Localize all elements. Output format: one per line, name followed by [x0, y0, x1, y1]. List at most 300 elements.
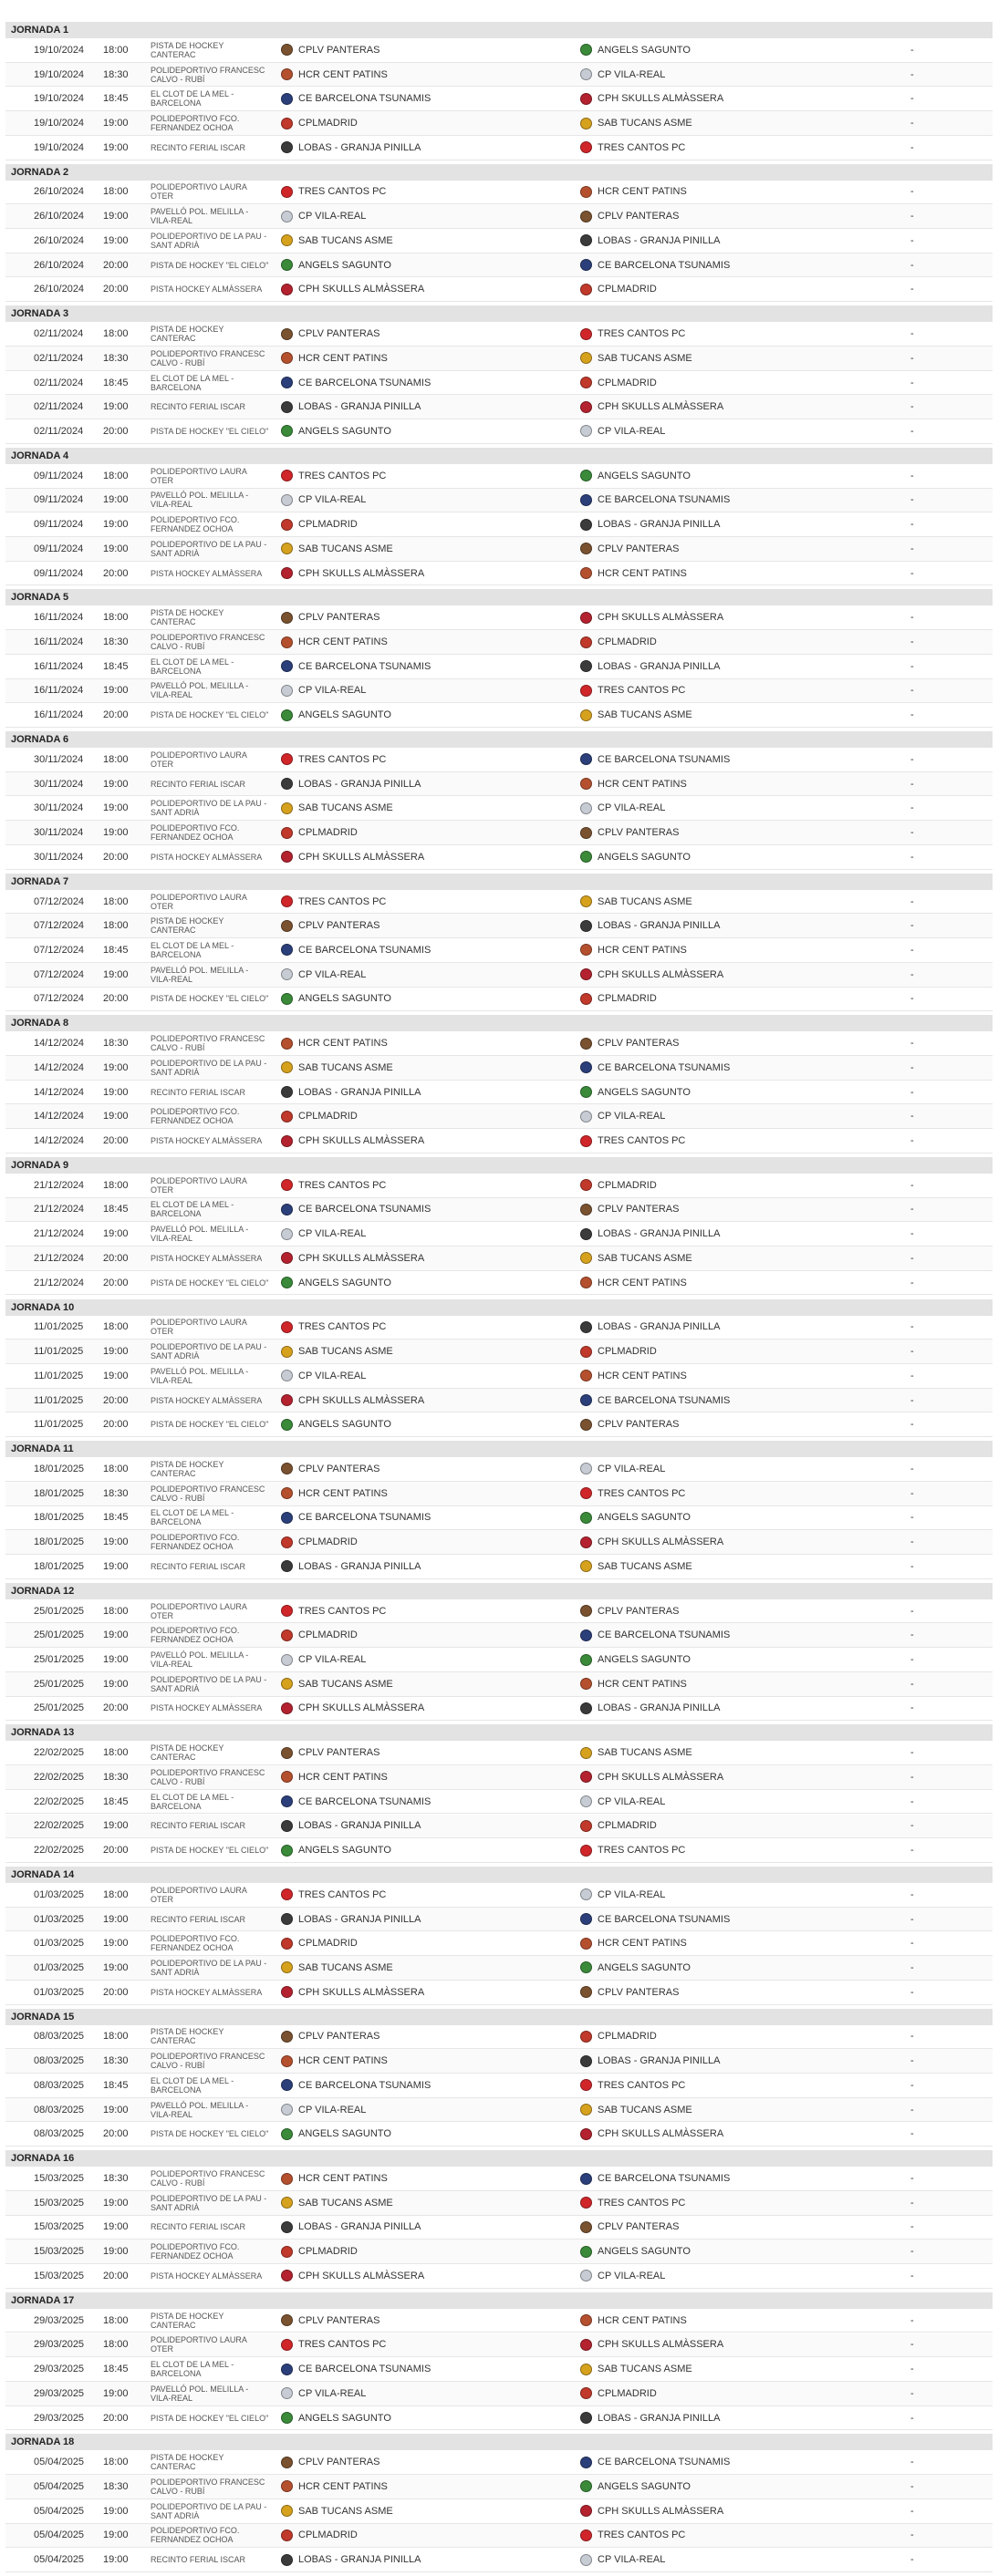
away-team[interactable]: [580, 2216, 679, 2240]
match-row[interactable]: [5, 2524, 993, 2549]
match-row[interactable]: [5, 2475, 993, 2499]
home-team[interactable]: [281, 562, 424, 585]
home-team[interactable]: [281, 1129, 424, 1153]
match-venue[interactable]: PAVELLÓ POL. MELILLA - VILA-REAL: [151, 2100, 249, 2119]
match-row[interactable]: [5, 655, 993, 679]
home-team[interactable]: [281, 890, 386, 914]
away-team[interactable]: [580, 748, 730, 771]
home-team[interactable]: [281, 821, 358, 844]
match-venue[interactable]: POLIDEPORTIVO DE LA PAU - SANT ADRIÀ: [151, 2193, 267, 2212]
home-team[interactable]: [281, 2548, 421, 2571]
away-team[interactable]: [580, 679, 685, 703]
away-team[interactable]: [580, 2025, 657, 2049]
match-row[interactable]: [5, 1031, 993, 1056]
home-team[interactable]: [281, 489, 366, 512]
match-venue[interactable]: RECINTO FERIAL ISCAR: [151, 779, 246, 789]
away-team[interactable]: [580, 1081, 691, 1104]
match-row[interactable]: [5, 2406, 993, 2431]
away-team[interactable]: [580, 1981, 679, 2004]
match-row[interactable]: [5, 1198, 993, 1223]
away-team[interactable]: [580, 419, 665, 443]
away-team[interactable]: [580, 1364, 687, 1388]
match-row[interactable]: [5, 371, 993, 396]
match-row[interactable]: [5, 63, 993, 88]
match-row[interactable]: [5, 963, 993, 988]
home-team[interactable]: [281, 1956, 393, 1980]
match-venue[interactable]: RECINTO FERIAL ISCAR: [151, 1561, 246, 1571]
away-team[interactable]: [580, 1340, 657, 1363]
match-row[interactable]: [5, 1056, 993, 1081]
home-team[interactable]: [281, 1271, 391, 1295]
match-venue[interactable]: PISTA HOCKEY ALMÀSSERA: [151, 568, 263, 578]
home-team[interactable]: [281, 136, 421, 160]
home-team[interactable]: [281, 2049, 388, 2073]
match-venue[interactable]: POLIDEPORTIVO FRANCESC CALVO - RUBÍ: [151, 348, 265, 367]
match-row[interactable]: [5, 253, 993, 278]
match-row[interactable]: [5, 111, 993, 136]
match-venue[interactable]: PISTA DE HOCKEY "EL CIELO": [151, 710, 269, 720]
match-venue[interactable]: POLIDEPORTIVO FCO. FERNANDEZ OCHOA: [151, 2526, 240, 2545]
match-venue[interactable]: POLIDEPORTIVO LAURA OTER: [151, 466, 247, 485]
home-team[interactable]: [281, 1056, 393, 1080]
match-row[interactable]: [5, 1316, 993, 1340]
match-venue[interactable]: EL CLOT DE LA MEL - BARCELONA: [151, 373, 234, 392]
away-team[interactable]: [580, 1271, 687, 1295]
match-row[interactable]: [5, 2098, 993, 2123]
match-row[interactable]: [5, 322, 993, 347]
match-row[interactable]: [5, 1340, 993, 1364]
away-team[interactable]: [580, 821, 679, 844]
match-venue[interactable]: RECINTO FERIAL ISCAR: [151, 402, 246, 412]
match-row[interactable]: [5, 2216, 993, 2240]
match-row[interactable]: [5, 1956, 993, 1981]
match-venue[interactable]: POLIDEPORTIVO DE LA PAU - SANT ADRIÀ: [151, 1958, 267, 1977]
away-team[interactable]: [580, 772, 687, 796]
away-team[interactable]: [580, 1765, 723, 1789]
match-venue[interactable]: POLIDEPORTIVO LAURA OTER: [151, 892, 247, 911]
away-team[interactable]: [580, 1174, 657, 1197]
away-team[interactable]: [580, 537, 679, 561]
away-team[interactable]: [580, 2499, 723, 2523]
match-venue[interactable]: POLIDEPORTIVO FCO. FERNANDEZ OCHOA: [151, 1533, 240, 1552]
home-team[interactable]: [281, 963, 366, 987]
match-venue[interactable]: PISTA DE HOCKEY CANTERAC: [151, 2027, 224, 2046]
match-venue[interactable]: PISTA DE HOCKEY "EL CIELO": [151, 1420, 269, 1430]
match-row[interactable]: [5, 395, 993, 419]
home-team[interactable]: [281, 1412, 391, 1436]
home-team[interactable]: [281, 2309, 379, 2333]
home-team[interactable]: [281, 87, 431, 110]
match-venue[interactable]: POLIDEPORTIVO LAURA OTER: [151, 2335, 247, 2354]
match-venue[interactable]: PISTA HOCKEY ALMÀSSERA: [151, 1987, 263, 1997]
home-team[interactable]: [281, 347, 388, 370]
away-team[interactable]: [580, 703, 692, 727]
match-venue[interactable]: PAVELLÓ POL. MELILLA - VILA-REAL: [151, 1650, 249, 1670]
home-team[interactable]: [281, 2098, 366, 2122]
match-venue[interactable]: POLIDEPORTIVO FRANCESC CALVO - RUBÍ: [151, 2477, 265, 2496]
away-team[interactable]: [580, 1956, 691, 1980]
match-row[interactable]: [5, 2049, 993, 2074]
away-team[interactable]: [580, 938, 687, 962]
away-team[interactable]: [580, 2450, 730, 2474]
home-team[interactable]: [281, 1081, 421, 1104]
away-team[interactable]: [580, 204, 679, 228]
away-team[interactable]: [580, 988, 657, 1011]
match-venue[interactable]: POLIDEPORTIVO DE LA PAU - SANT ADRIÀ: [151, 2501, 267, 2520]
match-venue[interactable]: PISTA HOCKEY ALMÀSSERA: [151, 1253, 263, 1263]
match-venue[interactable]: RECINTO FERIAL ISCAR: [151, 1821, 246, 1831]
home-team[interactable]: [281, 2216, 421, 2240]
match-venue[interactable]: PISTA DE HOCKEY CANTERAC: [151, 916, 224, 936]
match-venue[interactable]: POLIDEPORTIVO FRANCESC CALVO - RUBÍ: [151, 2052, 265, 2071]
home-team[interactable]: [281, 2382, 366, 2405]
match-venue[interactable]: PISTA HOCKEY ALMÀSSERA: [151, 1395, 263, 1405]
home-team[interactable]: [281, 2357, 431, 2381]
match-venue[interactable]: POLIDEPORTIVO FCO. FERNANDEZ OCHOA: [151, 1934, 240, 1953]
away-team[interactable]: [580, 111, 692, 135]
match-row[interactable]: [5, 630, 993, 655]
match-row[interactable]: [5, 136, 993, 160]
away-team[interactable]: [580, 1056, 730, 1080]
away-team[interactable]: [580, 797, 665, 821]
home-team[interactable]: [281, 1697, 424, 1721]
home-team[interactable]: [281, 63, 388, 87]
match-venue[interactable]: EL CLOT DE LA MEL - BARCELONA: [151, 940, 234, 959]
match-row[interactable]: [5, 1364, 993, 1389]
match-row[interactable]: [5, 1104, 993, 1129]
match-venue[interactable]: PAVELLÓ POL. MELILLA - VILA-REAL: [151, 681, 249, 700]
home-team[interactable]: [281, 2240, 358, 2263]
match-row[interactable]: [5, 772, 993, 797]
home-team[interactable]: [281, 1482, 388, 1505]
home-team[interactable]: [281, 2333, 386, 2357]
away-team[interactable]: [580, 2074, 685, 2097]
home-team[interactable]: [281, 371, 431, 395]
home-team[interactable]: [281, 1457, 379, 1481]
home-team[interactable]: [281, 679, 366, 703]
away-team[interactable]: [580, 1599, 679, 1623]
home-team[interactable]: [281, 1838, 391, 1862]
home-team[interactable]: [281, 537, 393, 561]
match-venue[interactable]: PISTA DE HOCKEY CANTERAC: [151, 2453, 224, 2472]
match-row[interactable]: [5, 2264, 993, 2289]
match-row[interactable]: [5, 890, 993, 915]
match-row[interactable]: [5, 1599, 993, 1624]
match-row[interactable]: [5, 347, 993, 371]
match-row[interactable]: [5, 605, 993, 630]
match-row[interactable]: [5, 2333, 993, 2358]
home-team[interactable]: [281, 703, 391, 727]
match-venue[interactable]: POLIDEPORTIVO FRANCESC CALVO - RUBÍ: [151, 1767, 265, 1786]
match-venue[interactable]: PISTA DE HOCKEY CANTERAC: [151, 1459, 224, 1478]
home-team[interactable]: [281, 1648, 366, 1671]
match-row[interactable]: [5, 1174, 993, 1198]
match-venue[interactable]: POLIDEPORTIVO FRANCESC CALVO - RUBÍ: [151, 2169, 265, 2188]
away-team[interactable]: [580, 464, 691, 488]
match-row[interactable]: [5, 1389, 993, 1413]
match-venue[interactable]: POLIDEPORTIVO FRANCESC CALVO - RUBÍ: [151, 1484, 265, 1503]
home-team[interactable]: [281, 38, 379, 62]
home-team[interactable]: [281, 845, 424, 869]
away-team[interactable]: [580, 1222, 721, 1246]
home-team[interactable]: [281, 1031, 388, 1055]
away-team[interactable]: [580, 253, 730, 277]
match-row[interactable]: [5, 845, 993, 870]
home-team[interactable]: [281, 2499, 393, 2523]
match-venue[interactable]: POLIDEPORTIVO LAURA OTER: [151, 1318, 247, 1337]
away-team[interactable]: [580, 2382, 657, 2405]
away-team[interactable]: [580, 2191, 685, 2215]
match-row[interactable]: [5, 679, 993, 704]
away-team[interactable]: [580, 1883, 665, 1907]
match-row[interactable]: [5, 1506, 993, 1531]
match-venue[interactable]: POLIDEPORTIVO FCO. FERNANDEZ OCHOA: [151, 2242, 240, 2261]
match-row[interactable]: [5, 1883, 993, 1908]
home-team[interactable]: [281, 1765, 388, 1789]
away-team[interactable]: [580, 1623, 730, 1647]
match-venue[interactable]: EL CLOT DE LA MEL - BARCELONA: [151, 1792, 234, 1811]
match-row[interactable]: [5, 537, 993, 562]
away-team[interactable]: [580, 395, 723, 419]
away-team[interactable]: [580, 371, 657, 395]
home-team[interactable]: [281, 630, 388, 654]
match-row[interactable]: [5, 1457, 993, 1482]
home-team[interactable]: [281, 2475, 388, 2498]
home-team[interactable]: [281, 419, 391, 443]
match-row[interactable]: [5, 1697, 993, 1722]
away-team[interactable]: [580, 322, 685, 346]
match-venue[interactable]: POLIDEPORTIVO LAURA OTER: [151, 182, 247, 202]
home-team[interactable]: [281, 464, 386, 488]
away-team[interactable]: [580, 278, 657, 302]
match-row[interactable]: [5, 512, 993, 537]
match-row[interactable]: [5, 464, 993, 489]
home-team[interactable]: [281, 2264, 424, 2288]
home-team[interactable]: [281, 938, 431, 962]
home-team[interactable]: [281, 2406, 391, 2430]
away-team[interactable]: [580, 1198, 679, 1222]
match-row[interactable]: [5, 1672, 993, 1697]
match-row[interactable]: [5, 1530, 993, 1555]
away-team[interactable]: [580, 2240, 691, 2263]
away-team[interactable]: [580, 1482, 685, 1505]
match-row[interactable]: [5, 1623, 993, 1648]
match-row[interactable]: [5, 2167, 993, 2191]
away-team[interactable]: [580, 1672, 687, 1696]
match-venue[interactable]: POLIDEPORTIVO FCO. FERNANDEZ OCHOA: [151, 1626, 240, 1645]
away-team[interactable]: [580, 489, 730, 512]
home-team[interactable]: [281, 2191, 393, 2215]
home-team[interactable]: [281, 1908, 421, 1931]
away-team[interactable]: [580, 1555, 692, 1578]
away-team[interactable]: [580, 2049, 721, 2073]
match-row[interactable]: [5, 1648, 993, 1672]
home-team[interactable]: [281, 278, 424, 302]
match-row[interactable]: [5, 821, 993, 845]
home-team[interactable]: [281, 395, 421, 419]
home-team[interactable]: [281, 1247, 424, 1270]
match-row[interactable]: [5, 1815, 993, 1839]
away-team[interactable]: [580, 1697, 721, 1721]
away-team[interactable]: [580, 229, 721, 253]
away-team[interactable]: [580, 2475, 691, 2498]
match-row[interactable]: [5, 914, 993, 938]
match-row[interactable]: [5, 1765, 993, 1790]
away-team[interactable]: [580, 890, 692, 914]
match-row[interactable]: [5, 1081, 993, 1105]
away-team[interactable]: [580, 181, 687, 204]
match-venue[interactable]: PISTA HOCKEY ALMÀSSERA: [151, 852, 263, 862]
match-row[interactable]: [5, 229, 993, 253]
match-row[interactable]: [5, 1741, 993, 1765]
home-team[interactable]: [281, 655, 431, 678]
match-venue[interactable]: PISTA HOCKEY ALMÀSSERA: [151, 1703, 263, 1713]
home-team[interactable]: [281, 1316, 386, 1340]
home-team[interactable]: [281, 1198, 431, 1222]
home-team[interactable]: [281, 1104, 358, 1128]
home-team[interactable]: [281, 988, 391, 1011]
away-team[interactable]: [580, 605, 723, 629]
match-venue[interactable]: POLIDEPORTIVO FCO. FERNANDEZ OCHOA: [151, 114, 240, 133]
match-venue[interactable]: EL CLOT DE LA MEL - BARCELONA: [151, 2360, 234, 2379]
match-row[interactable]: [5, 87, 993, 111]
match-row[interactable]: [5, 489, 993, 513]
match-row[interactable]: [5, 2191, 993, 2216]
match-venue[interactable]: PISTA HOCKEY ALMÀSSERA: [151, 284, 263, 295]
match-venue[interactable]: POLIDEPORTIVO FRANCESC CALVO - RUBÍ: [151, 633, 265, 652]
home-team[interactable]: [281, 772, 421, 796]
home-team[interactable]: [281, 1599, 386, 1623]
match-row[interactable]: [5, 1981, 993, 2005]
match-row[interactable]: [5, 2025, 993, 2050]
match-venue[interactable]: POLIDEPORTIVO FCO. FERNANDEZ OCHOA: [151, 1107, 240, 1126]
home-team[interactable]: [281, 1931, 358, 1955]
match-row[interactable]: [5, 2382, 993, 2406]
match-venue[interactable]: POLIDEPORTIVO DE LA PAU - SANT ADRIÀ: [151, 1342, 267, 1361]
match-venue[interactable]: PISTA DE HOCKEY CANTERAC: [151, 325, 224, 344]
away-team[interactable]: [580, 1247, 692, 1270]
home-team[interactable]: [281, 1340, 393, 1363]
away-team[interactable]: [580, 512, 721, 536]
match-row[interactable]: [5, 1412, 993, 1437]
match-row[interactable]: [5, 1222, 993, 1247]
home-team[interactable]: [281, 229, 393, 253]
away-team[interactable]: [580, 2357, 692, 2381]
match-venue[interactable]: POLIDEPORTIVO FRANCESC CALVO - RUBÍ: [151, 65, 265, 84]
home-team[interactable]: [281, 1506, 431, 1530]
match-row[interactable]: [5, 2450, 993, 2475]
match-row[interactable]: [5, 938, 993, 963]
match-venue[interactable]: POLIDEPORTIVO FRANCESC CALVO - RUBÍ: [151, 1034, 265, 1053]
match-venue[interactable]: POLIDEPORTIVO DE LA PAU - SANT ADRIÀ: [151, 799, 267, 818]
match-venue[interactable]: PAVELLÓ POL. MELILLA - VILA-REAL: [151, 491, 249, 510]
match-row[interactable]: [5, 278, 993, 303]
match-row[interactable]: [5, 797, 993, 822]
home-team[interactable]: [281, 1981, 424, 2004]
match-venue[interactable]: PISTA DE HOCKEY CANTERAC: [151, 2311, 224, 2330]
home-team[interactable]: [281, 914, 379, 937]
away-team[interactable]: [580, 136, 685, 160]
match-row[interactable]: [5, 2122, 993, 2147]
match-venue[interactable]: PAVELLÓ POL. MELILLA - VILA-REAL: [151, 965, 249, 984]
match-venue[interactable]: POLIDEPORTIVO FCO. FERNANDEZ OCHOA: [151, 823, 240, 843]
match-row[interactable]: [5, 2499, 993, 2524]
match-venue[interactable]: POLIDEPORTIVO DE LA PAU - SANT ADRIÀ: [151, 539, 267, 558]
match-row[interactable]: [5, 703, 993, 728]
match-venue[interactable]: RECINTO FERIAL ISCAR: [151, 2222, 246, 2232]
home-team[interactable]: [281, 1623, 358, 1647]
match-venue[interactable]: PISTA DE HOCKEY CANTERAC: [151, 40, 224, 59]
away-team[interactable]: [580, 2548, 665, 2571]
away-team[interactable]: [580, 914, 721, 937]
match-row[interactable]: [5, 562, 993, 586]
match-venue[interactable]: POLIDEPORTIVO DE LA PAU - SANT ADRIÀ: [151, 231, 267, 250]
away-team[interactable]: [580, 1908, 730, 1931]
away-team[interactable]: [580, 1530, 723, 1554]
home-team[interactable]: [281, 748, 386, 771]
match-venue[interactable]: PAVELLÓ POL. MELILLA - VILA-REAL: [151, 1225, 249, 1244]
away-team[interactable]: [580, 63, 665, 87]
match-venue[interactable]: PISTA DE HOCKEY "EL CIELO": [151, 2413, 269, 2423]
match-venue[interactable]: PAVELLÓ POL. MELILLA - VILA-REAL: [151, 207, 249, 226]
match-venue[interactable]: POLIDEPORTIVO LAURA OTER: [151, 750, 247, 769]
match-venue[interactable]: POLIDEPORTIVO DE LA PAU - SANT ADRIÀ: [151, 1058, 267, 1077]
match-venue[interactable]: PISTA DE HOCKEY CANTERAC: [151, 608, 224, 627]
home-team[interactable]: [281, 605, 379, 629]
away-team[interactable]: [580, 963, 723, 987]
match-venue[interactable]: RECINTO FERIAL ISCAR: [151, 142, 246, 152]
home-team[interactable]: [281, 1222, 366, 1246]
away-team[interactable]: [580, 1790, 665, 1814]
match-row[interactable]: [5, 2548, 993, 2572]
match-venue[interactable]: POLIDEPORTIVO DE LA PAU - SANT ADRIÀ: [151, 1674, 267, 1693]
match-row[interactable]: [5, 1931, 993, 1956]
match-row[interactable]: [5, 1129, 993, 1154]
home-team[interactable]: [281, 111, 358, 135]
away-team[interactable]: [580, 2333, 723, 2357]
home-team[interactable]: [281, 797, 393, 821]
away-team[interactable]: [580, 38, 691, 62]
home-team[interactable]: [281, 1364, 366, 1388]
away-team[interactable]: [580, 630, 657, 654]
away-team[interactable]: [580, 2167, 730, 2190]
home-team[interactable]: [281, 253, 391, 277]
match-row[interactable]: [5, 2240, 993, 2264]
away-team[interactable]: [580, 2122, 723, 2146]
away-team[interactable]: [580, 1648, 691, 1671]
match-venue[interactable]: EL CLOT DE LA MEL - BARCELONA: [151, 2075, 234, 2095]
match-row[interactable]: [5, 988, 993, 1012]
match-row[interactable]: [5, 1908, 993, 1932]
home-team[interactable]: [281, 2524, 358, 2548]
away-team[interactable]: [580, 1316, 721, 1340]
match-row[interactable]: [5, 2357, 993, 2382]
match-venue[interactable]: PAVELLÓ POL. MELILLA - VILA-REAL: [151, 2384, 249, 2403]
away-team[interactable]: [580, 1741, 692, 1764]
match-venue[interactable]: RECINTO FERIAL ISCAR: [151, 2555, 246, 2565]
home-team[interactable]: [281, 1672, 393, 1696]
match-venue[interactable]: RECINTO FERIAL ISCAR: [151, 1087, 246, 1097]
match-row[interactable]: [5, 2309, 993, 2333]
match-venue[interactable]: POLIDEPORTIVO LAURA OTER: [151, 1175, 247, 1195]
away-team[interactable]: [580, 1506, 691, 1530]
match-venue[interactable]: PISTA DE HOCKEY "EL CIELO": [151, 1278, 269, 1288]
away-team[interactable]: [580, 1389, 730, 1412]
away-team[interactable]: [580, 1412, 679, 1436]
match-venue[interactable]: EL CLOT DE LA MEL - BARCELONA: [151, 657, 234, 676]
away-team[interactable]: [580, 1129, 685, 1153]
match-row[interactable]: [5, 1790, 993, 1815]
